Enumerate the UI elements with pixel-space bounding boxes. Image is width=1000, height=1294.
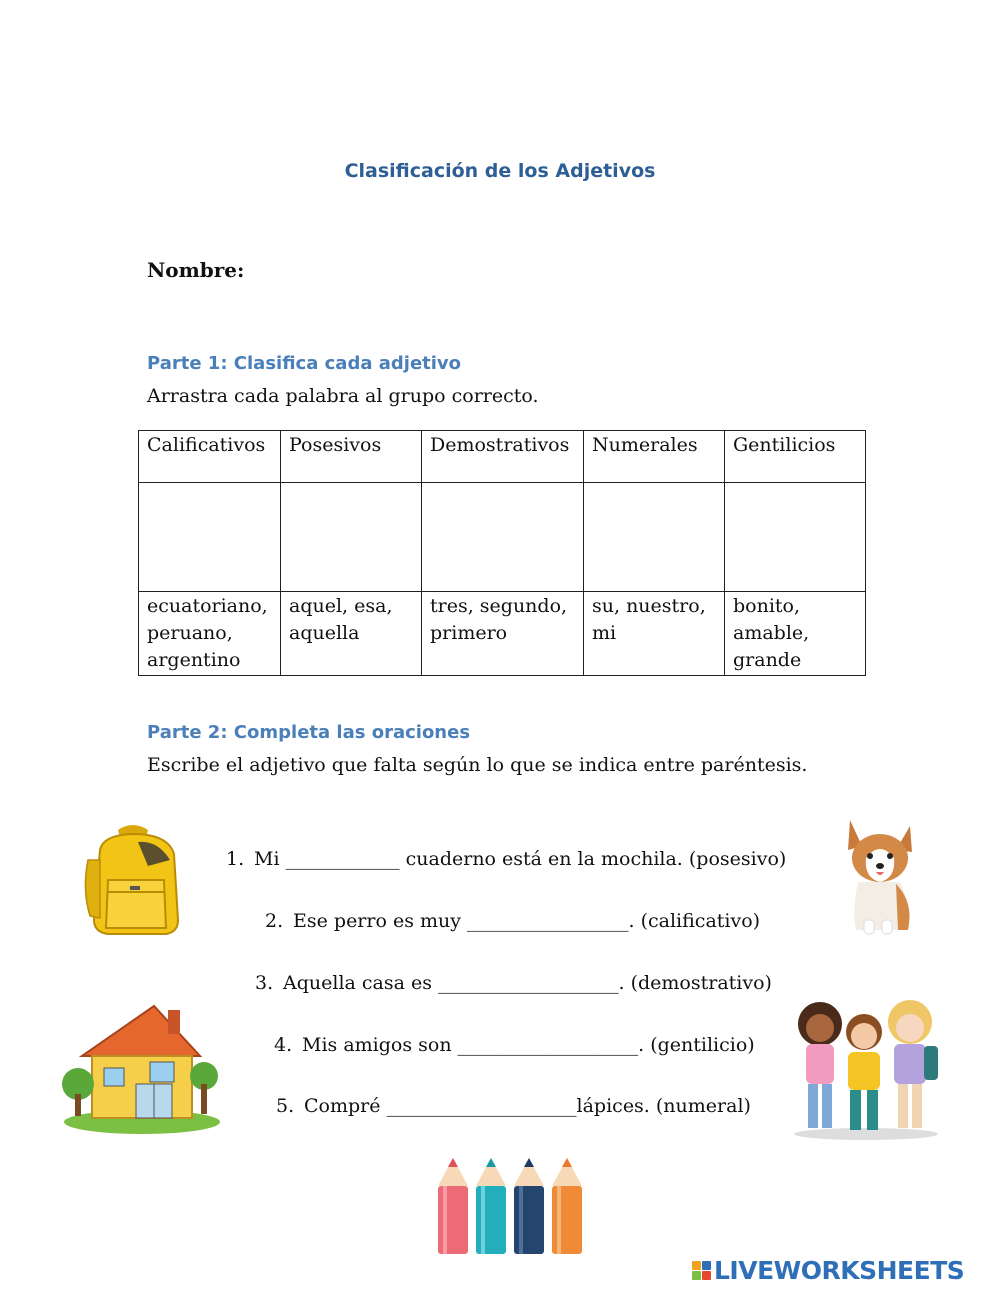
part1-heading: Parte 1: Clasifica cada adjetivo [147, 353, 462, 374]
drop-zone-demostrativos[interactable] [422, 483, 584, 592]
draggable-word[interactable]: aquella [289, 622, 360, 644]
draggable-word[interactable]: ecuatoriano, [147, 595, 268, 617]
drop-row [139, 483, 866, 592]
draggable-word[interactable]: su, nuestro, [592, 595, 706, 617]
draggable-word[interactable]: tres, segundo, [430, 595, 568, 617]
sentence-1: 1. Mi ____________ cuaderno está en la mochila. (posesivo) [226, 848, 787, 870]
house-image [58, 998, 224, 1138]
word-group-4[interactable] [584, 592, 725, 676]
word-group-5[interactable] [725, 592, 866, 676]
word-group-2[interactable] [281, 592, 422, 676]
header-calificativos: Calificativos [139, 431, 281, 483]
backpack-image [78, 820, 188, 940]
dog-image [836, 812, 922, 938]
draggable-word[interactable]: mi [592, 622, 617, 644]
answer-blank-2[interactable]: _________________ [467, 910, 629, 932]
sentence-5: 5. Compré ____________________lápices. (numeral) [276, 1095, 751, 1117]
liveworksheets-mark-icon [692, 1261, 711, 1280]
pencil-red [438, 1158, 468, 1254]
header-gentilicios: Gentilicios [725, 431, 866, 483]
answer-blank-1[interactable]: ____________ [285, 848, 400, 870]
name-label: Nombre: [147, 258, 245, 282]
logo-text: LIVEWORKSHEETS [714, 1256, 965, 1285]
answer-blank-3[interactable]: ___________________ [438, 972, 619, 994]
draggable-word[interactable]: grande [733, 649, 802, 671]
drop-zone-numerales[interactable] [584, 483, 725, 592]
answer-blank-4[interactable]: ___________________ [457, 1034, 639, 1056]
drop-zone-gentilicios[interactable] [725, 483, 866, 592]
answer-blank-5[interactable]: ____________________ [386, 1095, 577, 1117]
pencil-navy [514, 1158, 544, 1254]
draggable-word[interactable]: argentino [147, 649, 241, 671]
pencil-teal [476, 1158, 506, 1254]
header-row [139, 431, 866, 483]
liveworksheets-logo [692, 1256, 964, 1285]
sentence-2: 2. Ese perro es muy _________________. (calificativo) [265, 910, 761, 932]
part2-instruction: Escribe el adjetivo que falta según lo que se indica entre paréntesis. [147, 754, 808, 776]
pencils-image [436, 1156, 588, 1258]
sentence-4: 4. Mis amigos son ___________________. (gentilicio) [274, 1034, 755, 1056]
draggable-word[interactable]: aquel, esa, [289, 595, 393, 617]
part2-heading: Parte 2: Completa las oraciones [147, 722, 471, 743]
part1-instruction: Arrastra cada palabra al grupo correcto. [147, 385, 539, 407]
header-numerales: Numerales [584, 431, 725, 483]
sentence-3: 3. Aquella casa es ___________________. (demostrativo) [255, 972, 772, 994]
draggable-word[interactable]: primero [430, 622, 508, 644]
word-group-3[interactable] [422, 592, 584, 676]
drop-zone-posesivos[interactable] [281, 483, 422, 592]
drop-zone-calificativos[interactable] [139, 483, 281, 592]
draggable-word[interactable]: amable, [733, 622, 810, 644]
draggable-word[interactable]: peruano, [147, 622, 233, 644]
header-posesivos: Posesivos [281, 431, 422, 483]
word-group-1[interactable] [139, 592, 281, 676]
pencil-orange [552, 1158, 582, 1254]
header-demostrativos: Demostrativos [422, 431, 584, 483]
draggable-word[interactable]: bonito, [733, 595, 801, 617]
children-image [790, 994, 944, 1144]
words-row [139, 592, 866, 676]
page-title: Clasificación de los Adjetivos [344, 160, 656, 182]
classification-table [138, 430, 866, 676]
